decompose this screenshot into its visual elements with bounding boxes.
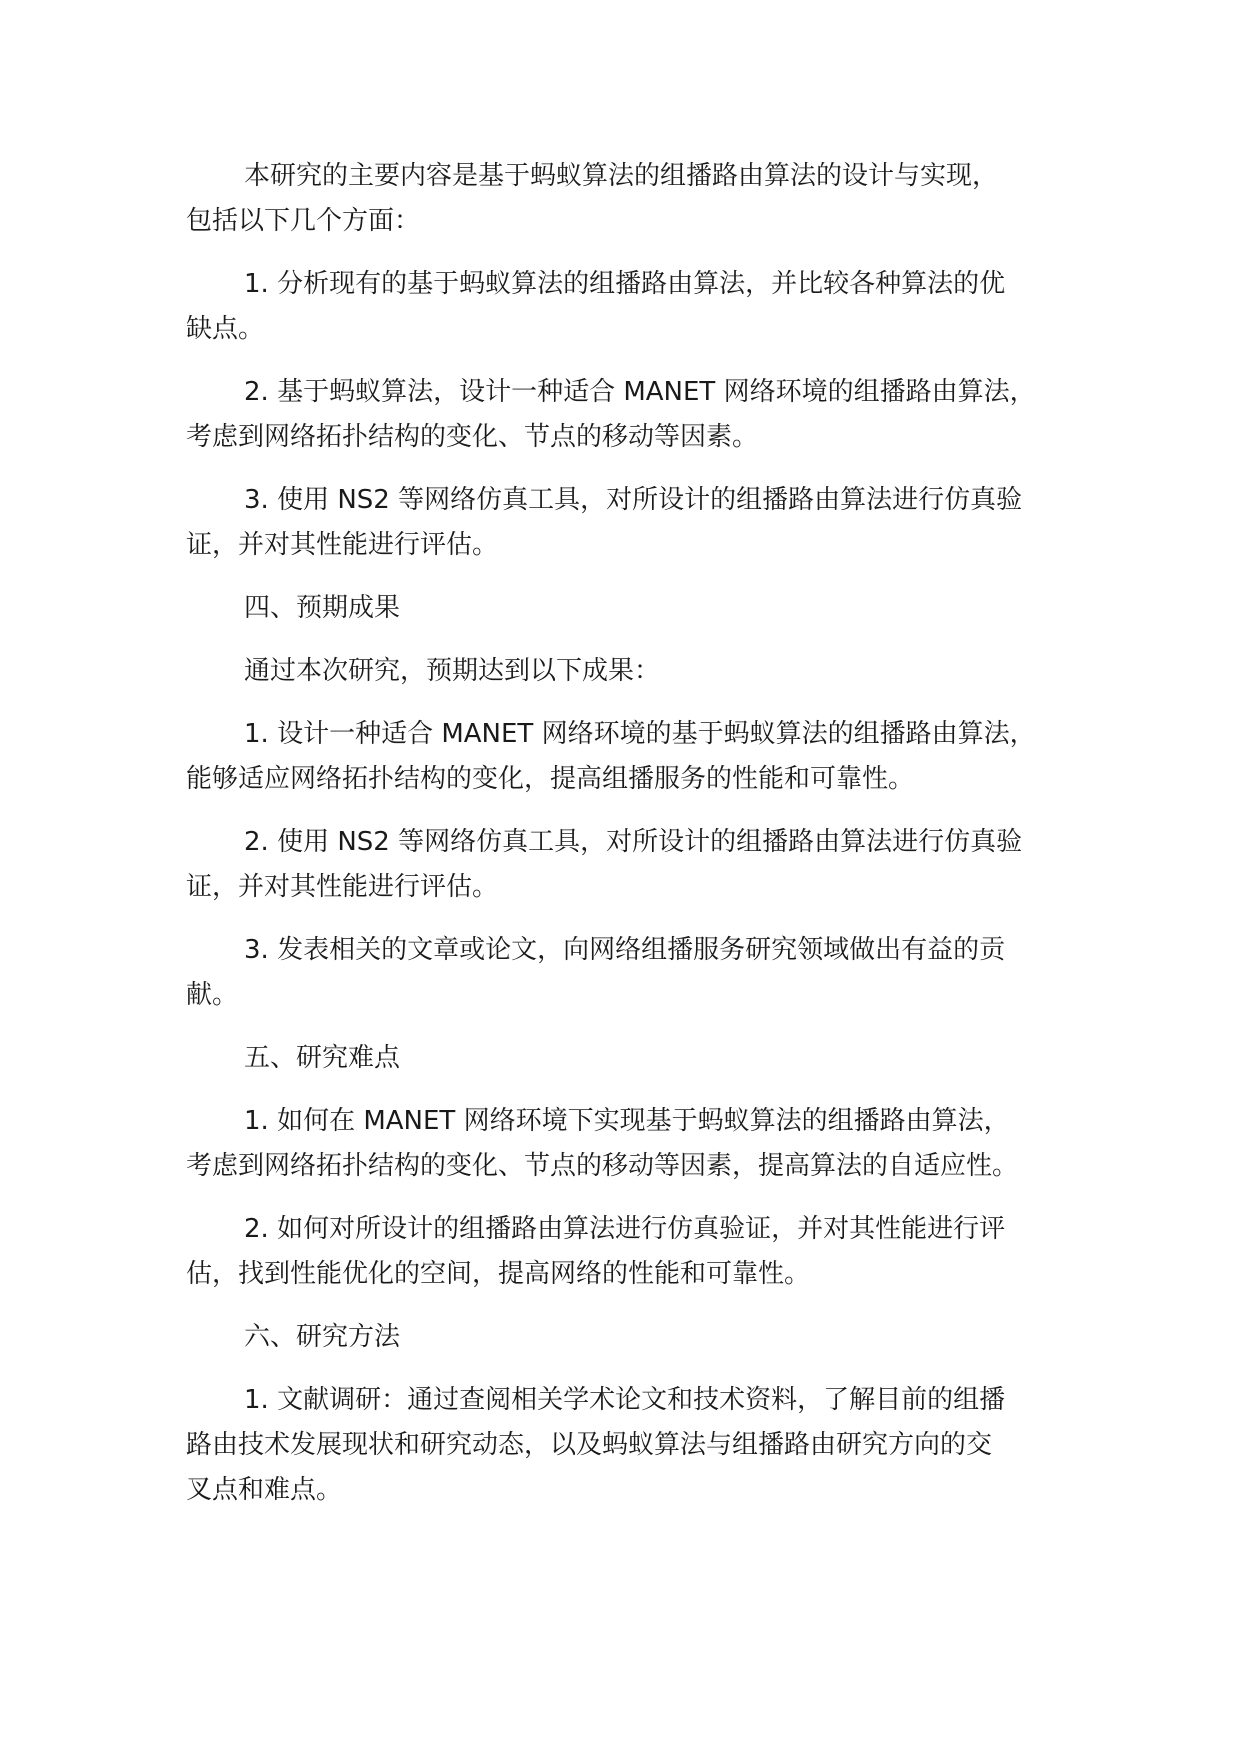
text-line: 1. 文献调研：通过查阅相关学术论文和技术资料，了解目前的组播 <box>244 1385 1006 1415</box>
paragraph-difficulty-item-2 <box>186 1207 1086 1297</box>
paragraph-result-item-3 <box>186 928 1086 1018</box>
paragraph-result-item-2 <box>186 820 1086 910</box>
text-line: 2. 如何对所设计的组播路由算法进行仿真验证，并对其性能进行评 <box>244 1214 1006 1244</box>
text-line: 证，并对其性能进行评估。 <box>186 872 499 902</box>
paragraph-result-item-1 <box>186 712 1086 802</box>
paragraph-content-item-2 <box>186 370 1086 460</box>
text-line: 3. 使用 NS2 等网络仿真工具，对所设计的组播路由算法进行仿真验 <box>244 485 1023 515</box>
text-line: 本研究的主要内容是基于蚂蚁算法的组播路由算法的设计与实现， <box>244 161 999 191</box>
text-line: 缺点。 <box>186 314 265 344</box>
section-heading-methods <box>186 1315 1086 1360</box>
section-heading-difficulties <box>186 1036 1086 1081</box>
text-line: 考虑到网络拓扑结构的变化、节点的移动等因素，提高算法的自适应性。 <box>186 1151 1019 1181</box>
text-line: 叉点和难点。 <box>186 1475 343 1505</box>
heading-text: 六、研究方法 <box>244 1322 401 1352</box>
text-line: 包括以下几个方面： <box>186 206 421 236</box>
paragraph-intro <box>186 154 1086 244</box>
text-line: 3. 发表相关的文章或论文，向网络组播服务研究领域做出有益的贡 <box>244 935 1006 965</box>
paragraph-content-item-3 <box>186 478 1086 568</box>
text-line: 1. 如何在 MANET 网络环境下实现基于蚂蚁算法的组播路由算法， <box>244 1106 1010 1136</box>
heading-text: 五、研究难点 <box>244 1043 401 1073</box>
text-line: 1. 设计一种适合 MANET 网络环境的基于蚂蚁算法的组播路由算法， <box>244 719 1036 749</box>
paragraph-method-item-1 <box>186 1378 1086 1513</box>
text-line: 2. 使用 NS2 等网络仿真工具，对所设计的组播路由算法进行仿真验 <box>244 827 1023 857</box>
text-line: 路由技术发展现状和研究动态，以及蚂蚁算法与组播路由研究方向的交 <box>186 1430 993 1460</box>
text-line: 能够适应网络拓扑结构的变化，提高组播服务的性能和可靠性。 <box>186 764 915 794</box>
text-line: 证，并对其性能进行评估。 <box>186 530 499 560</box>
text-line: 献。 <box>186 980 239 1010</box>
text-line: 通过本次研究，预期达到以下成果： <box>244 656 661 686</box>
paragraph-difficulty-item-1 <box>186 1099 1086 1189</box>
paragraph-results-intro <box>186 649 1086 694</box>
section-heading-expected-results <box>186 586 1086 631</box>
text-line: 2. 基于蚂蚁算法，设计一种适合 MANET 网络环境的组播路由算法， <box>244 377 1036 407</box>
paragraph-content-item-1 <box>186 262 1086 352</box>
text-line: 考虑到网络拓扑结构的变化、节点的移动等因素。 <box>186 422 759 452</box>
text-line: 1. 分析现有的基于蚂蚁算法的组播路由算法，并比较各种算法的优 <box>244 269 1006 299</box>
heading-text: 四、预期成果 <box>244 593 401 623</box>
document-body <box>186 154 1086 1531</box>
text-line: 估，找到性能优化的空间，提高网络的性能和可靠性。 <box>186 1259 811 1289</box>
